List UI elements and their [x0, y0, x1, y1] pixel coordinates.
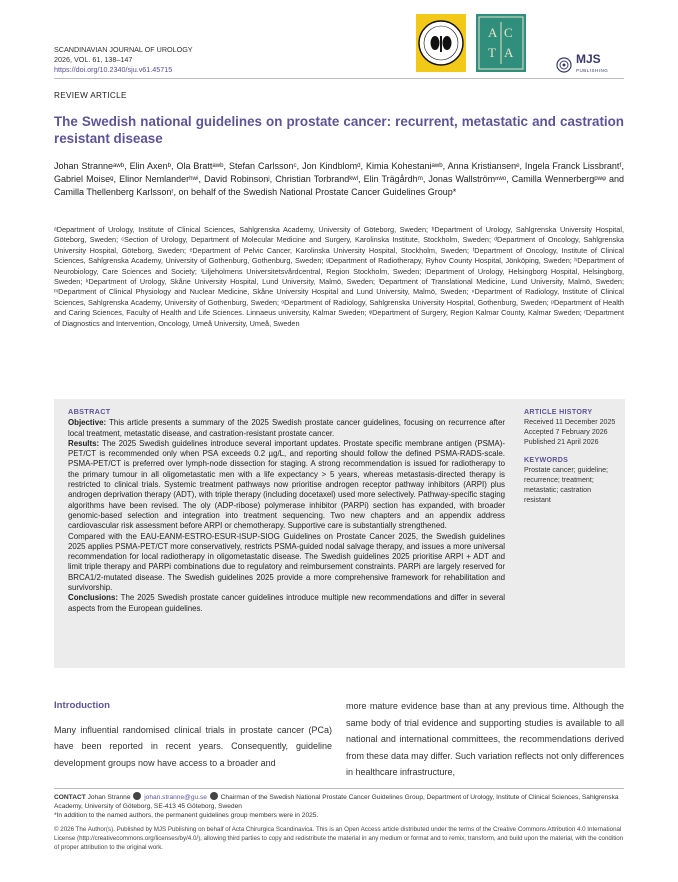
abstract-conclusions — [68, 593, 505, 614]
abstract-sidebar — [524, 407, 619, 513]
abstract-objective — [68, 418, 505, 439]
results-text: The 2025 Swedish guidelines introduce several important updates. Prostate specific membrane antigen (PSMA)-PET/CT is recommended only when PSA exceeds 0.2 µg/L, and reporting should follow the defined PSMA-RADS-scale. PSMA-PET/CT is preferred over lymph-node dissection for staging. A strong recommendation is issued for radiotherapy to the primary tumour in all oligometastatic men with a life expectancy > 5 years, whereas metastasis-directed therapy is restricted to clinical trials. Systemic treatment pathways now prioritise androgen receptor pathway inhibitors (ARPI) plus androgen deprivation therapy (ADT), with triple therapy (including docetaxel) used more selectively. Pathway-specific staging algorithms have been revised. The oly (ADP-ribose) polymerase inhibitor (PARPi) section has expanded, with broader genomic-based selection and integration into treatment sequencing. Two new chapters and an appendix address cardiovascular risk assessment before ARPI or chemotherapy. Supportive care is substantially strengthened. — [68, 438, 505, 531]
conclusions-text: The 2025 Swedish prostate cancer guidelines introduce multiple new recommendations and differ in several aspects from the European guidelines. — [68, 593, 505, 613]
conclusions-label: Conclusions: — [68, 593, 118, 603]
objective-label: Objective: — [68, 418, 107, 428]
svg-text:A: A — [488, 25, 498, 40]
contact-name: Johan Stranne — [87, 794, 131, 801]
journal-header — [54, 45, 193, 75]
keywords-text: Prostate cancer; guideline; recurrence; treatment; metastatic; castration resistant — [524, 466, 608, 504]
affiliations: ᵃDepartment of Urology, Institute of Clinical Sciences, Sahlgrenska Academy, University of Göteborg, Sweden; ᵇDepartment of Urology, Sahlgrenska University Hospital, Göteborg, Sweden; ᶜSection of Urology, Department of Molecular Medicine and Surgery, Karolinska Institute, Stockholm, Sweden; ᵈDepartment of Oncology, Sahlgrenska University Hospital, Göteborg, Sweden; ᵉDepartment of Pelvic Cancer, Karolinska University Hospital, Stockholm, Sweden; ᶠDepartment of Oncology, Institute of Clinical Sciences, Sahlgrenska Academy, University of Gothenburg, Gothenburg, Sweden; ᵍDepartment of Radiotherapy, Ryhov County Hospital, Jönköping, Sweden; ʰDepartment of Neurobiology, Care Sciences and Society; ⁱLiljeholmens Universitetsvårdcentral, Region Stockholm, Sweden; ʲDepartment of Urology, Helsingborg Hospital, Helsingborg, Sweden; ᵏDepartment of Urology, Skåne University Hospital, Lund University, Malmö, Sweden; ˡDepartment of Translational Medicine, Lund University, Malmö, Sweden; ᵐDepartment of Clinical Physiology and Nuclear Medicine, Skåne University Hospital and Lund University, Malmö, Sweden; ⁿDepartment of Radiology, Institute of Clinical Sciences, Sahlgrenska Academy, University of Gothenburg, Sweden; ᵒDepartment of Radiology, Sahlgrenska University Hospital, Gothenburg, Sweden; ᵖDepartment of Health and Caring Sciences, Faculty of Health and Life Sciences. Linnaeus university, Kalmar Sweden; ᵠDepartment of Surgery, Region Kalmar County, Kalmar Sweden; ʳDepartment of Diagnostics and Intervention, Oncology, Umeå University, Umeå, Sweden — [54, 225, 624, 328]
intro-paragraph-left: Many influential randomised clinical trials in prostate cancer (PCa) have been reported in recent years. Consequently, guideline development groups now have access to a broader and — [54, 724, 332, 768]
accepted-date: Accepted 7 February 2026 — [524, 428, 608, 436]
svg-text:C: C — [504, 25, 513, 40]
abstract-main — [68, 407, 505, 614]
footnote: *In addition to the named authors, the permanent guidelines group members were in 2025. — [54, 812, 319, 820]
article-type: REVIEW ARTICLE — [54, 91, 127, 100]
keywords — [524, 455, 619, 505]
license-text: © 2026 The Author(s). Published by MJS Publishing on behalf of Acta Chirurgica Scandinavica. This is an Open Access article distributed under the terms of the Creative Commons Attribution 4.0 International License (http://creativecommons.org/licenses/by/4.0/), allowing third parties to copy and redistribute the material in any medium or format and to remix, transform, and build upon the material, with the condition of proper attribution to the original work. — [54, 826, 624, 851]
journal-volume: 2026, VOL. 61, 138–147 — [54, 55, 133, 64]
header-divider — [54, 78, 624, 79]
mjs-sub: PUBLISHING — [576, 68, 609, 73]
footer-divider — [54, 788, 624, 789]
contact-footer — [54, 792, 625, 820]
mjs-globe-icon — [556, 57, 572, 73]
svg-text:A: A — [504, 45, 514, 60]
published-date: Published 21 April 2026 — [524, 438, 599, 446]
contact-info: Chairman of the Swedish National Prostate Cancer Guidelines Group, Department of Urology, Institute of Clinical Sciences, Sahlgrenska Academy, University of Göteborg, SE-413 45 Göteborg, Sweden — [54, 794, 619, 811]
introduction-heading: Introduction — [54, 700, 110, 711]
received-date: Received 11 December 2025 — [524, 418, 616, 426]
acta-chirurgica-logo — [476, 14, 526, 72]
results-label: Results: — [68, 438, 100, 448]
society-seal-logo — [416, 14, 466, 72]
author-list: Johan Stranneᵃʷᵇ, Elin Axenᵇ, Ola Brattᵃʷᵇ, Stefan Carlssonᶜ, Jon Kindblomᵈ, Kimia Kohestaniᵃʷᵇ, Anna Kristiansenᵉ, Ingela Franck Lissbrantᶠ, Gabriel Moiseᵍ, Elinor Nemlanderʰʷⁱ, David Robinsonʲ, Christian Torbrandᵏʷˡ, Elin Trägårdhᵐ, Jonas Wallströmⁿʷᵒ, Camilla Wennerbergᵖʷᵠ and Camilla Thellenberg Karlssonʳ, on behalf of the Swedish National Prostate Cancer Guidelines Group* — [54, 161, 624, 198]
intro-column-right — [346, 698, 624, 781]
objective-text: This article presents a summary of the 2025 Swedish prostate cancer guidelines, focusing on recurrence after local treatment, metastatic disease, and castration-resistant prostate cancer. — [68, 418, 505, 438]
email-icon — [133, 792, 141, 800]
abstract-heading: ABSTRACT — [68, 407, 111, 416]
abstract-results — [68, 439, 505, 532]
mjs-publishing-logo — [556, 54, 608, 76]
keywords-heading: KEYWORDS — [524, 456, 569, 464]
doi-link[interactable]: https://doi.org/10.2340/sju.v61.45715 — [54, 65, 173, 74]
svg-text:T: T — [488, 45, 496, 60]
article-history-heading: ARTICLE HISTORY — [524, 408, 593, 416]
intro-paragraph-right: more mature evidence base than at any previous time. Although the same body of trial evidence and supporting studies is available to all national and international committees, the recommendations derived from these data may differ. Such variation reflects not only differences in healthcare infrastructure, — [346, 701, 624, 778]
intro-column-left — [54, 698, 332, 771]
mjs-name: MJS — [576, 52, 601, 66]
article-title: The Swedish national guidelines on prostate cancer: recurrent, metastatic and castration resistant disease — [54, 114, 624, 146]
journal-name: SCANDINAVIAN JOURNAL OF UROLOGY — [54, 45, 193, 54]
abstract-comparison: Compared with the EAU-EANM-ESTRO-ESUR-ISUP-SIOG Guidelines on Prostate Cancer 2025, the Swedish guidelines 2025 applies PSMA-PET/CT more conservatively, restricts PSMA-guided nodal salvage therapy, and issues a more universal recommendation for local radiotherapy in oligometastatic disease. The Swedish guidelines 2025 prioritise ARPI + ADT and limit triple therapy and PARPi combinations due to regulatory and reimbursement constraints. PARPi are largely reserved for BRCA1/2-mutated disease. The Swedish guidelines 2025 provide a more comprehensive framework for rehabilitation and survivorship. — [68, 531, 505, 593]
article-history — [524, 407, 619, 447]
address-icon — [210, 792, 218, 800]
contact-email[interactable]: johan.stranne@gu.se — [144, 794, 207, 801]
contact-label: CONTACT — [54, 794, 86, 801]
